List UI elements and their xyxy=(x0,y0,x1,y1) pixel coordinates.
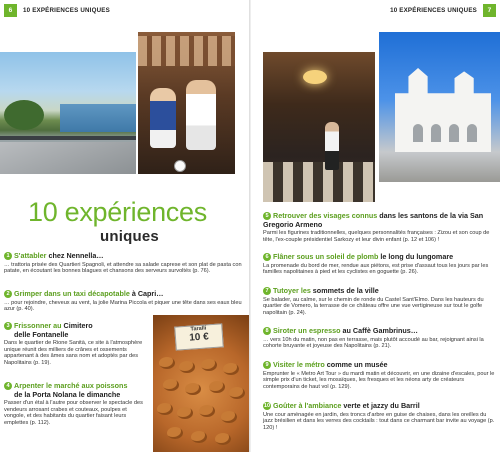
price-sign-label: Taralli xyxy=(190,325,207,333)
experience-1 xyxy=(4,252,244,275)
number-badge: 10 xyxy=(263,403,271,410)
number-badge: 7 xyxy=(263,287,271,295)
white-church-photo xyxy=(379,32,500,182)
entry-title-rest: sommets de la ville xyxy=(310,286,379,295)
number-badge: 8 xyxy=(263,327,271,335)
number-badge: 3 xyxy=(4,322,12,330)
entry-body: Dans le quartier de Rione Sanità, ce site à l'atmosphère unique réunit des milliers de crânes et ossements appartenant à des âmes sans nom et adoptés par des Napolitains (p. 19). xyxy=(4,340,143,367)
number-badge: 4 xyxy=(4,382,12,390)
left-running-head-text: 10 EXPÉRIENCES UNIQUES xyxy=(23,7,110,14)
entry-highlight: Retrouver des visages connus xyxy=(273,211,378,220)
entry-body: Se balader, au calme, sur le chemin de ronde du Castel Sant'Elmo. Dans les hauteurs du quartier de Vomero, la terrasse de ce château offre une vue vertigineuse sur tout le golfe napolitain (p. 24). xyxy=(263,296,484,316)
entry-highlight: S'attabler xyxy=(14,251,47,260)
entry-title-rest: comme un musée xyxy=(324,360,388,369)
price-sign-price: 10 € xyxy=(188,331,210,344)
cafe-interior-photo xyxy=(263,52,375,202)
number-badge: 9 xyxy=(263,361,271,369)
entry-body: Parmi les figurines traditionnelles, quelques personnalités françaises : Zizou et son coup de tête, l'ex-couple présidentiel Sarkozy et leur divin enfant (p. 12 et 106) ! xyxy=(263,230,490,243)
entry-body: … vers 10h du matin, non pas en terrasse, mais plutôt accoudé au bar, rejoignant ainsi la cohorte bruyante et joyeuse des Napolitains (p. 21). xyxy=(263,336,484,350)
entry-body: La promenade du bord de mer, rendue aux piétons, est prise d'assaut tous les jours par les familles napolitaines à pied et les cyclistes en goguette (p. 26). xyxy=(263,262,489,276)
experience-9 xyxy=(263,361,497,391)
entry-body: Passer d'un étal à l'autre pour observer le spectacle des vendeurs arrosant crabes et couteaux, poulpes et vongole, et des habitants du quartier faisant leurs emplettes (p. 112). xyxy=(4,400,143,427)
entry-title-rest: dans les santons de la via San Gregorio Armeno xyxy=(263,211,484,229)
entry-highlight: Arpenter le marché aux poissons xyxy=(14,381,128,390)
entry-title-line2: delle Fontanelle xyxy=(14,329,69,339)
entry-title-rest: chez Nennella… xyxy=(46,251,104,260)
pastries-photo xyxy=(153,315,249,452)
right-page xyxy=(251,0,500,452)
number-badge: 1 xyxy=(4,252,12,260)
entry-highlight: Goûter à l'ambiance xyxy=(273,401,342,410)
entry-body: … trattoria prisée des Quartieri Spagnoli, et attendre sa salade caprese et son plat de pasta con patate, en écoutant les bonnes blagues et chansons des serveurs survoltés (p. 76). xyxy=(4,261,242,275)
experience-2 xyxy=(4,290,244,313)
experience-3 xyxy=(4,322,149,367)
right-folio: 7 xyxy=(483,4,496,17)
entry-body: Une cour aménagée en jardin, des troncs d'arbre en guise de chaises, dans les oreilles du jazz brésilien et dans les verres des cocktails : tout dans ce charmant bar invite au voyage (p. 120) ! xyxy=(263,411,495,431)
page-subtitle: uniques xyxy=(100,228,159,245)
entry-highlight: Tutoyer les xyxy=(273,286,311,295)
entry-title-line2: de la Porta Nolana le dimanche xyxy=(14,389,121,399)
entry-title-rest: le long du lungomare xyxy=(378,252,454,261)
experience-8 xyxy=(263,327,497,350)
price-sign xyxy=(174,323,224,350)
figurines-photo xyxy=(138,32,235,174)
left-folio: 6 xyxy=(4,4,17,17)
number-badge: 2 xyxy=(4,290,12,298)
left-running-head xyxy=(4,4,110,17)
entry-highlight: Visiter le métro xyxy=(273,360,325,369)
entry-title-rest: Cimitero xyxy=(61,321,93,330)
right-running-head xyxy=(390,4,496,17)
seafront-photo xyxy=(0,52,136,174)
experience-4 xyxy=(4,382,149,427)
experience-5 xyxy=(263,212,497,244)
entry-title-rest: verte et jazzy du Barril xyxy=(341,401,420,410)
page-title: 10 expériences xyxy=(28,197,207,227)
number-badge: 5 xyxy=(263,212,271,220)
entry-highlight: Frissonner au xyxy=(14,321,62,330)
entry-title-rest: au Caffè Gambrinus… xyxy=(340,326,418,335)
entry-highlight: Siroter un espresso xyxy=(273,326,341,335)
entry-highlight: Grimper dans un taxi décapotable xyxy=(14,289,130,298)
number-badge: 6 xyxy=(263,253,271,261)
left-page xyxy=(0,0,249,452)
entry-highlight: Flâner sous un soleil de plomb xyxy=(273,252,379,261)
entry-body: … pour rejoindre, cheveux au vent, la jolie Marina Piccola et piquer une tête dans ses eaux bleu azur (p. 40). xyxy=(4,299,242,313)
entry-title-rest: à Capri… xyxy=(129,289,164,298)
experience-10 xyxy=(263,402,497,432)
right-running-head-text: 10 EXPÉRIENCES UNIQUES xyxy=(390,7,477,14)
entry-body: Emprunter le « Metro Art Tour » du mardi matin et découvrir, en une dizaine d'escales, pour le simple prix d'un ticket, les mosaïques, les fresques et les néons arty de créateurs contemporains de haut vol (p. 129). xyxy=(263,370,495,390)
experience-7 xyxy=(263,287,497,317)
experience-6 xyxy=(263,253,497,276)
